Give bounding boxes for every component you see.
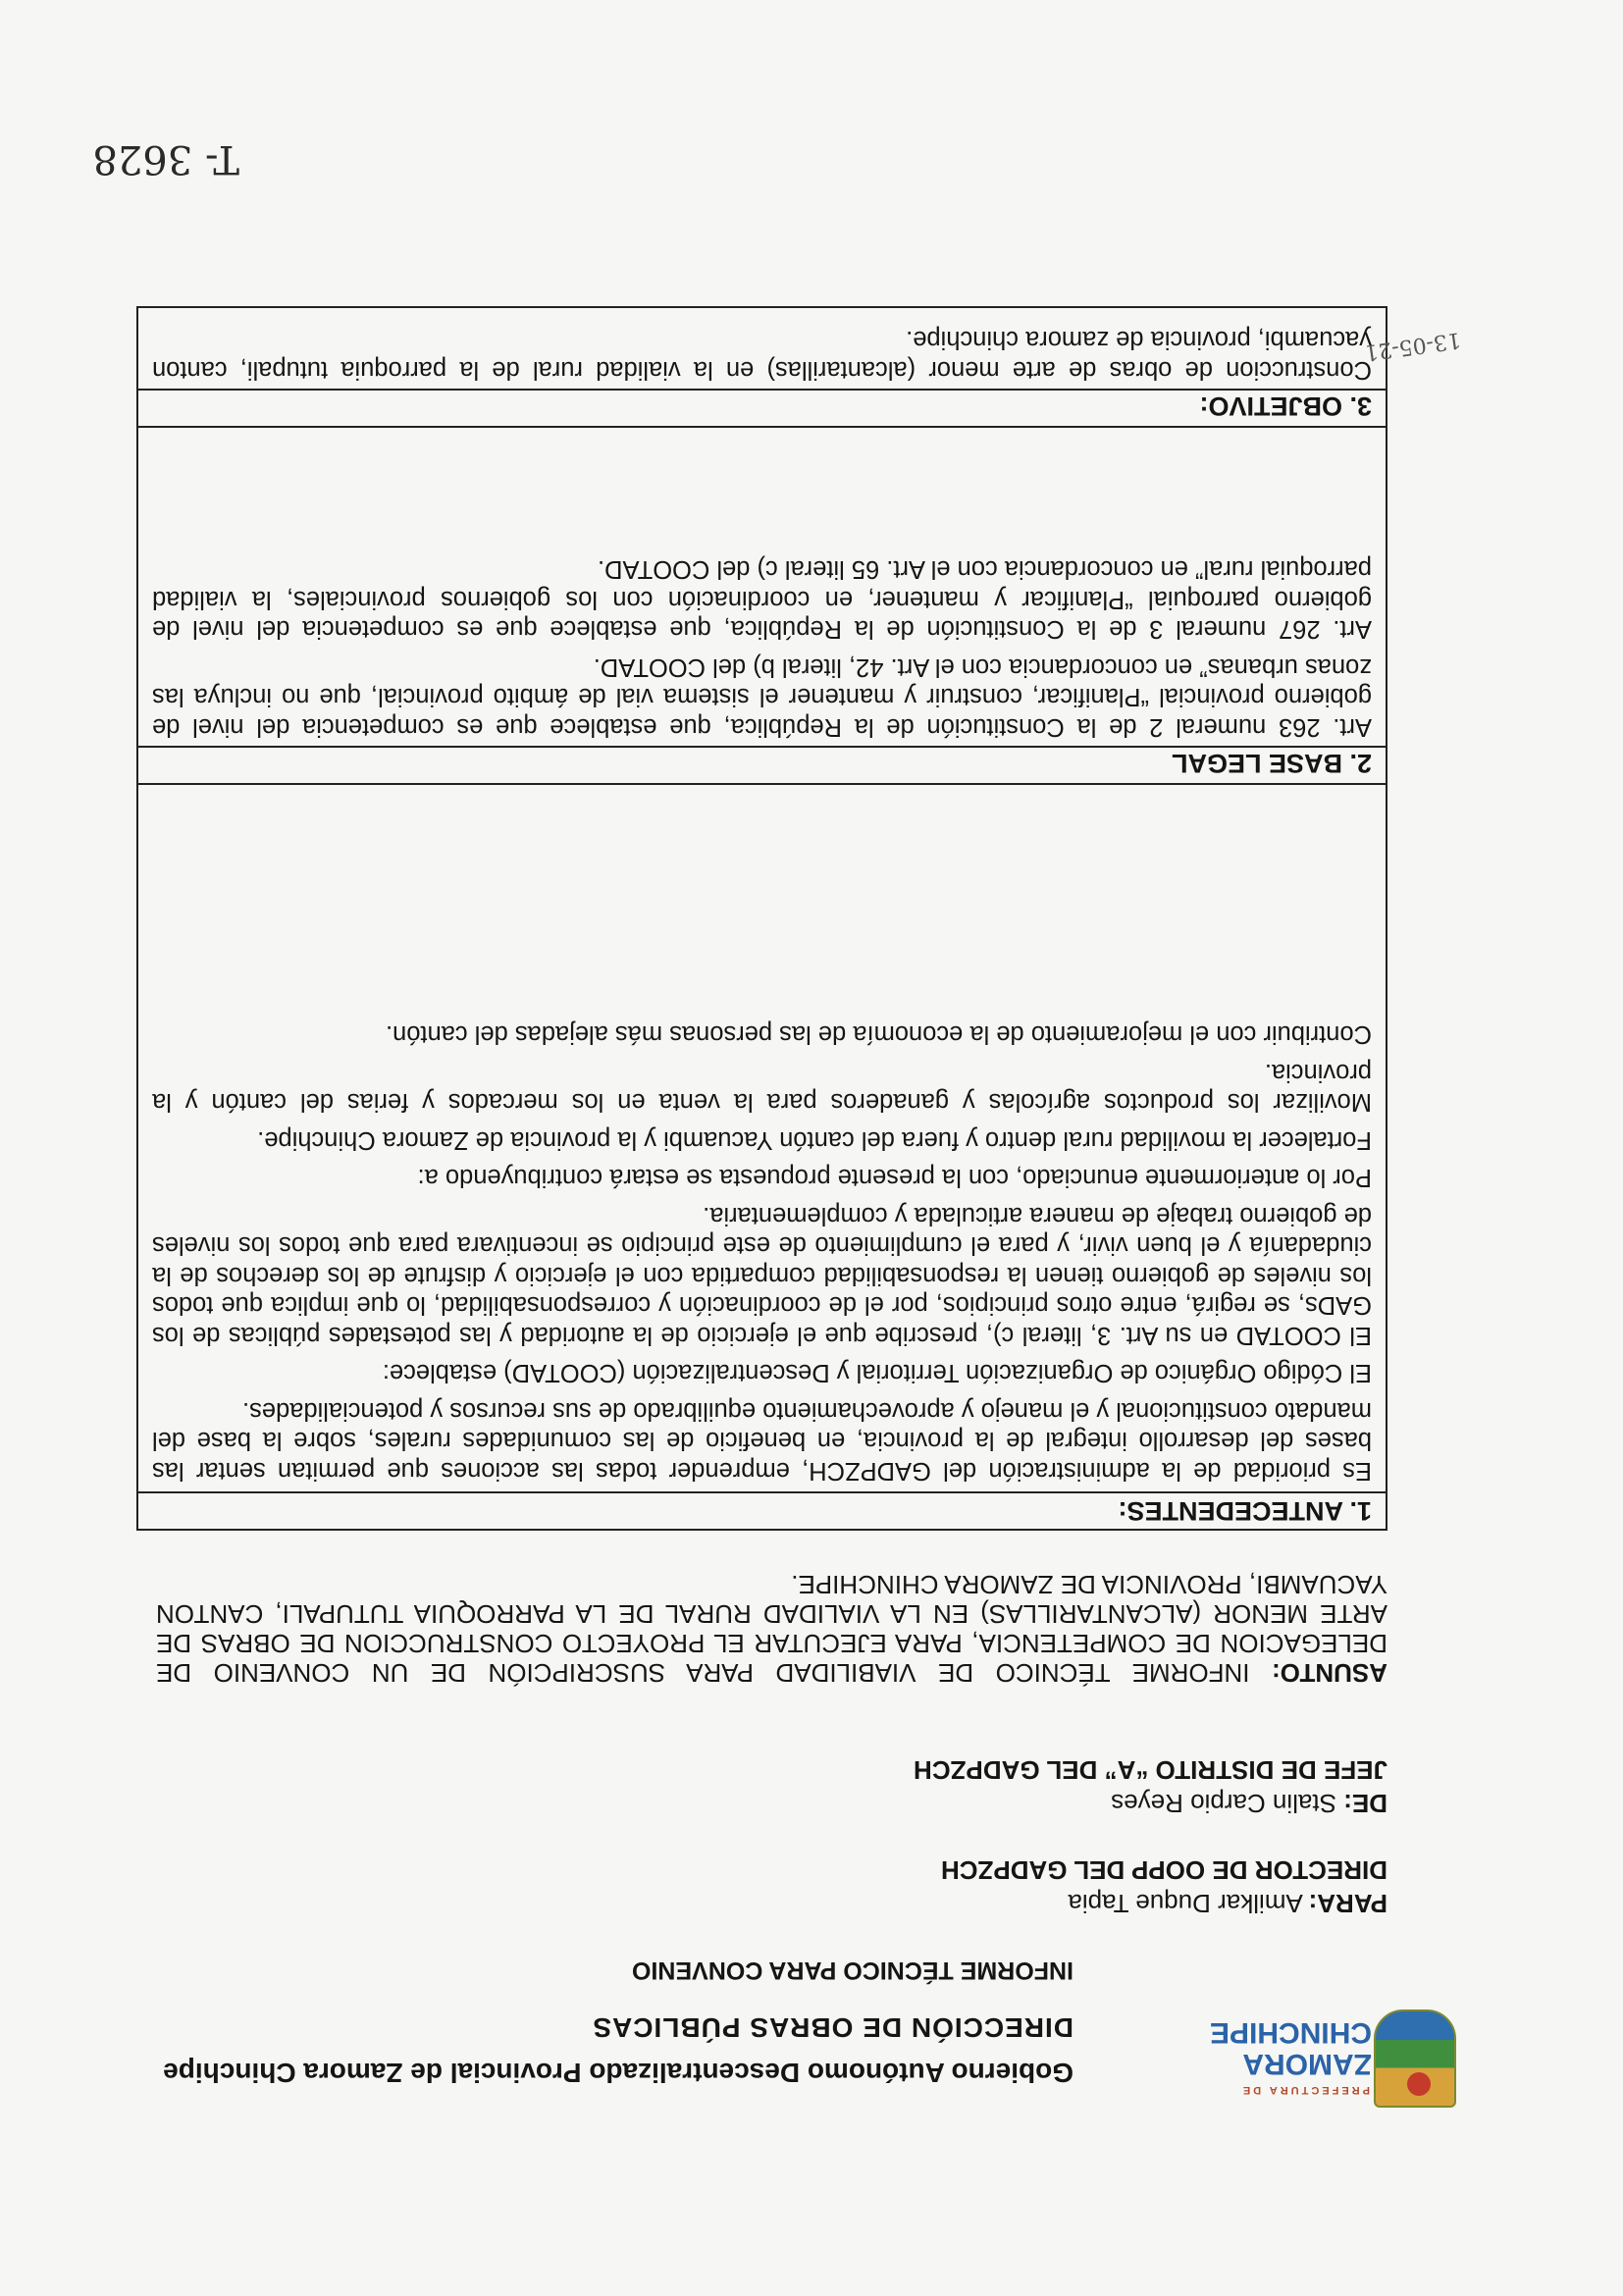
document-title: INFORME TÉCNICO PARA CONVENIO	[631, 1957, 1073, 1984]
section-antecedentes-heading: 1. ANTECEDENTES:	[138, 1491, 1386, 1531]
handwritten-reference-number: T- 3628	[92, 136, 239, 182]
logo-chinchipe-text: CHINCHIPE	[1209, 2016, 1372, 2049]
asunto-block	[156, 1570, 1387, 1688]
section-antecedentes-body	[138, 1016, 1386, 1489]
section-base-legal-heading: 2. BASE LEGAL	[138, 746, 1386, 785]
logo-prefectura-text: PREFECTURA DE	[1239, 2084, 1370, 2096]
department-name: DIRECCIÓN DE OBRAS PÚBLICAS	[592, 2012, 1073, 2043]
report-table	[136, 306, 1387, 1531]
de-label: DE:	[1343, 1789, 1387, 1818]
para-label: PARA:	[1308, 1889, 1387, 1918]
de-role-text: JEFE DE DISTRITO “A” DEL GADPZCH	[914, 1755, 1387, 1785]
antecedentes-paragraph: Por lo anteriormente enunciado, con la presente propuesta se estará contribuyendo a:	[417, 1164, 1372, 1192]
de-role	[914, 1753, 1387, 1786]
crest-sun-icon	[1407, 2072, 1431, 2096]
logo-zamora-text: ZAMORA	[1242, 2048, 1372, 2080]
section-base-legal-body	[138, 550, 1386, 746]
objetivo-paragraph: Construccion de obras de arte menor (alcantarillas) en la vialidad rural de la parroquia tutupali, canton yacuambi, provincia de zamora chinchipe.	[152, 326, 1372, 384]
handwritten-date: 13-05-21	[1362, 327, 1463, 365]
para-name: Amilkar Duque Tapia	[1068, 1889, 1303, 1918]
antecedentes-paragraph: Fortalecer la movilidad rural dentro y fuera del cantón Yacuambi y la provincia de Zamora Chinchipe.	[257, 1126, 1372, 1154]
antecedentes-paragraph: Contribuir con el mejoramiento de la economía de las personas más alejadas del cantón.	[386, 1020, 1372, 1049]
base-legal-paragraph: Art. 263 numeral 2 de la Constitución de la República, que establece que es competencia del nivel de gobierno provincial “Planificar, construir y mantener el sistema vial de ámbito provincial, que no incluya las zonas urbanas” en concordancia con el Art. 42, literal b) del COOTAD.	[152, 653, 1372, 741]
antecedentes-paragraph: Es prioridad de la administración del GADPZCH, emprender todas las acciones que permitan sentar las bases del desarrollo integral de la provincia, en beneficio de las comunidades rurales, sobre la base del mandato constitucional y el manejo y aprovechamiento equilibrado de sus recursos y potencialidades.	[152, 1397, 1372, 1485]
de-name: Stalin Carpio Reyes	[1111, 1789, 1336, 1818]
section-objetivo-heading: 3. OBJETIVO:	[138, 389, 1386, 428]
antecedentes-paragraph: El COOTAD en su Art. 3, literal c), prescribe que el ejercicio de la autoridad y las potestades públicas de los GADs, se regirá, entre otros principios, por el de coordinación y corresponsabilidad, lo que implica que todos los niveles de gobierno tienen la responsabilidad compartida con el ejercicio y disfrute de los derechos de la ciudadanía y el buen vivir, y para el cumplimiento de este principio se incentivara para que todos los niveles de gobierno trabaje de manera articulada y complementaria.	[152, 1202, 1372, 1349]
para-role-text: DIRECTOR DE OOPP DEL GADPZCH	[940, 1855, 1387, 1885]
antecedentes-paragraph: Movilizar los productos agrícolas y ganaderos para la venta en los mercados y ferias del cantón y la provincia.	[152, 1059, 1372, 1117]
de-line	[1111, 1787, 1387, 1819]
asunto-label: ASUNTO:	[1272, 1658, 1387, 1688]
antecedentes-paragraph: El Código Orgánico de Organización Territorial y Descentralización (COOTAD) establece:	[382, 1359, 1372, 1387]
asunto-text: INFORME TÉCNICO DE VIABILIDAD PARA SUSCRIPCIÓN DE UN CONVENIO DE DELEGACION DE COMPETENCIA, PARA EJECUTAR EL PROYECTO CONSTRUCCION DE OBRAS DE ARTE MENOR (ALCANTARILLAS) EN LA VIALIDAD RURAL DE LA PARROQUIA TUTUPALI, CANTON YACUAMBI, PROVINCIA DE ZAMORA CHINCHIPE.	[156, 1570, 1387, 1688]
para-line	[1068, 1887, 1387, 1919]
section-objetivo-body	[138, 321, 1386, 389]
para-role	[941, 1853, 1387, 1886]
base-legal-paragraph: Art. 267 numeral 3 de la Constitución de la República, que establece que es competencia del nivel de gobierno parroquial “Planificar y mantener, en coordinación con los gobiernos provinciales, la vialidad parroquial rural” en concordancia con el Art. 65 literal c) del COOTAD.	[152, 555, 1372, 644]
organization-name: Gobierno Autónomo Descentralizado Provincial de Zamora Chinchipe	[163, 2058, 1073, 2088]
